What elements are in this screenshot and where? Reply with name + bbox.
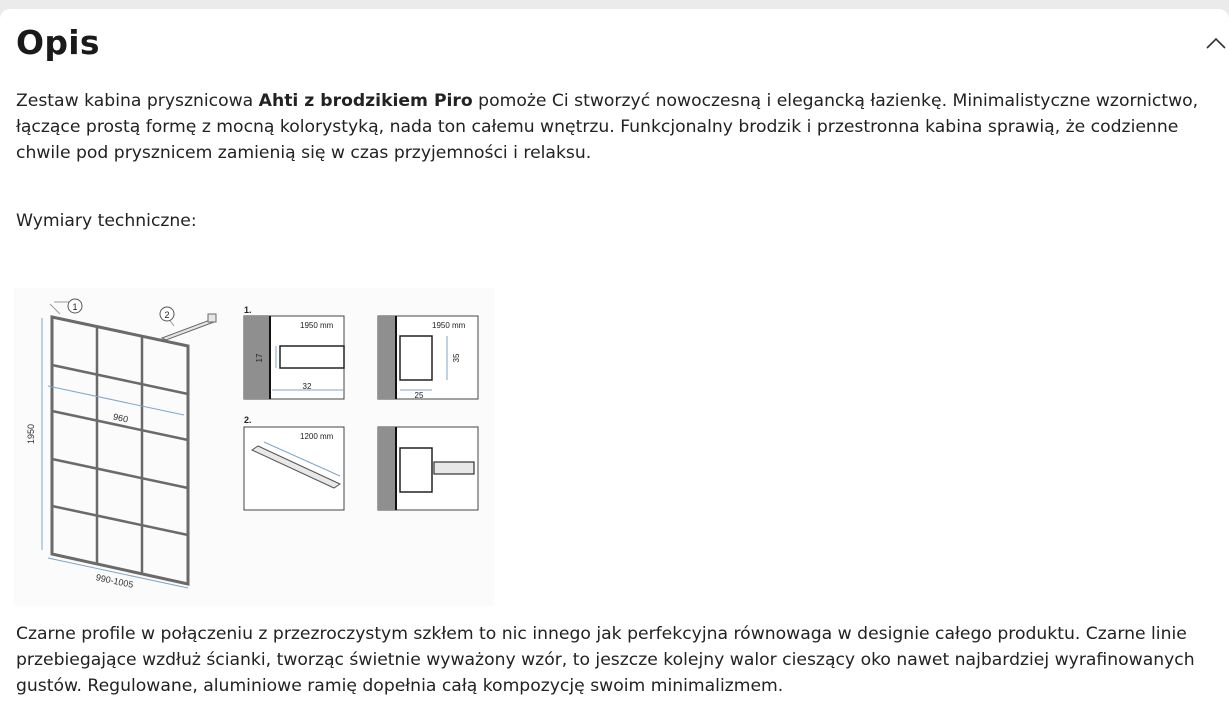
detail-2-label: 2. [244, 415, 252, 425]
dimensions-heading: Wymiary techniczne: [16, 211, 197, 231]
width-bottom-label: 990-1005 [94, 572, 135, 590]
width-top-label: 960 [112, 411, 130, 425]
section-title: Opis [16, 23, 100, 62]
callout-2: 2 [164, 310, 170, 320]
intro-suffix: pomoże Ci stworzyć nowoczesną i elegancką łazienkę. Minimalistyczne wzornictwo, łączące prostą formę z mocną kolorystyką, nada ton całemu wnętrzu. Funkcjonalny brodzik i przestronna kabina sprawią, że codzienne chwile pod prysznicem zamienią się w czas przyjemności i relaksu. [16, 91, 1199, 163]
detail-1a-height: 1950 mm [300, 321, 334, 330]
detail-1-label: 1. [244, 305, 252, 315]
detail-1b-side: 35 [452, 353, 461, 363]
intro-paragraph [16, 88, 1221, 166]
detail-1a-side: 17 [255, 353, 264, 363]
detail-1a-bottom: 32 [302, 382, 312, 391]
product-name: Ahti z brodzikiem Piro [258, 91, 473, 111]
description-panel [0, 9, 1229, 719]
technical-drawing [14, 288, 494, 606]
intro-prefix: Zestaw kabina prysznicowa [16, 91, 259, 111]
chevron-up-icon[interactable] [1205, 35, 1229, 51]
detail-1b-height: 1950 mm [432, 321, 466, 330]
detail-2a-length: 1200 mm [300, 432, 334, 441]
detail-1b-bottom: 25 [414, 391, 424, 400]
detail-2b [378, 427, 478, 510]
callout-1: 1 [72, 302, 78, 312]
height-label: 1950 [26, 423, 36, 445]
closing-paragraph: Czarne profile w połączeniu z przezroczystym szkłem to nic innego jak perfekcyjna równowaga w designie całego produktu. Czarne linie przebiegające wzdłuż ścianki, tworząc świetnie wyważony wzór, to jeszcze kolejny walor cieszący oko nawet najbardziej wyrafinowanych gustów. Regulowane, aluminiowe ramię dopełnia całą kompozycję swoim minimalizmem. [16, 624, 1195, 696]
